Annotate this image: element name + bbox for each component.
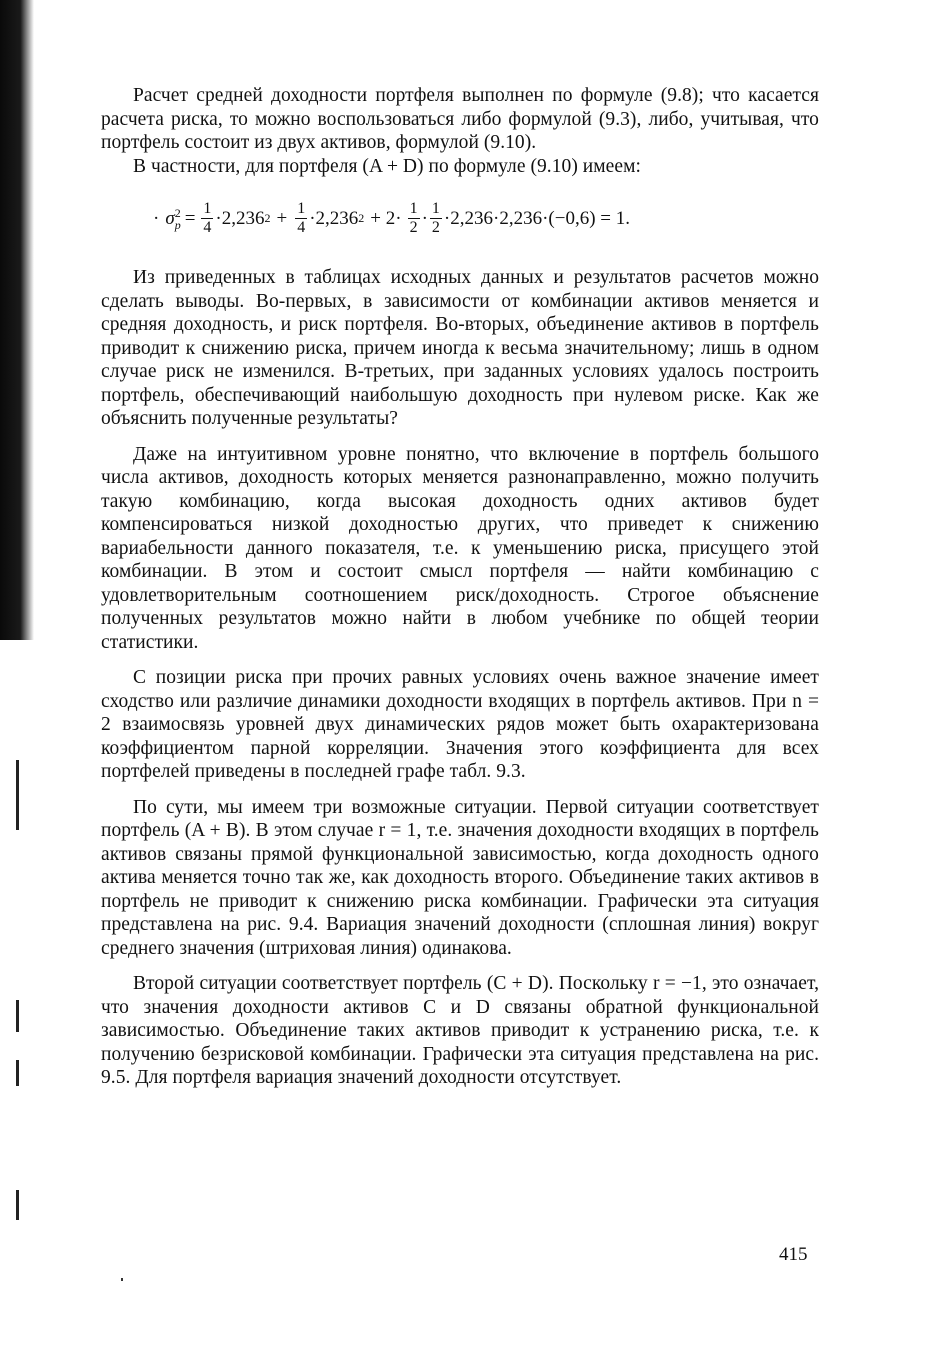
formula-lhs-sup: 2 [174,205,181,220]
paragraph-intuition [101,443,819,655]
formula-plus: + [276,207,288,229]
formula-term: ·2,236 [309,207,359,229]
paragraph-text: Даже на интуитивном уровне понятно, что включение в портфель большого числа активов, доходность которых меняется разнонаправленно, можно получить такую комбинацию, когда высокая доходность одних активов будет компенсироваться низкой доходностью других, что приведет к снижению вариабельности данного показателя, т.е. к уменьшению риска, присущего этой комбинации. В этом и состоит смысл портфеля — найти комбинацию с удовлетворительным соотношением риск/доходность. Строгое объяснение полученных результатов можно найти в любом учебнике по общей теории статистики. [101,443,819,653]
formula-term-result: ·2,236·2,236·(−0,6) = 1. [443,207,630,229]
formula-fraction-quarter: $\frac{1}{4}$ [297,200,306,236]
paragraph-second-situation [101,972,819,1090]
paragraph-correlation [101,666,819,784]
document-page [101,84,819,1090]
paragraph-text: По сути, мы имеем три возможные ситуации. Первой ситуации соответствует портфель (A + B). В этом случае r = 1, т.е. значения доходности входящих в портфель активов связаны прямой функциональной зависимостью, когда доходность одного актива меняется точно так же, как доходность второго. Объединение таких активов в портфель не приводит к снижению риска комбинации. Графически эта ситуация представлена на рис. 9.4. Вариация значений доходности (сплошная линия) вокруг среднего значения (штриховая линия) одинакова. [101,796,819,959]
formula-plus-two: + 2· [370,207,402,229]
paragraph-portfolio-ad [101,155,819,179]
paragraph-text: Второй ситуации соответствует портфель (C + D). Поскольку r = −1, это означает, что значения доходности активов C и D связаны обратной функциональной зависимостью. Объединение таких активов приводит к устранению риска, т.е. к получению безрисковой комбинации. Графически эта ситуация представлена на рис. 9.5. Для портфеля вариация значений доходности отсутствует. [101,973,819,1088]
formula-fraction-quarter: $\frac{1}{4}$ [203,200,212,236]
paragraph-first-situation [101,796,819,961]
paragraph-conclusions [101,266,819,431]
paragraph-text: С позиции риска при прочих равных условиях очень важное значение имеет сходство или различие динамики доходности входящих в портфель активов. При n = 2 взаимосвязь уровней двух динамических рядов может быть охарактеризована коэффициентом парной корреляции. Значения этого коэффициента для всех портфелей приведены в последней графе табл. 9.3. [101,667,819,782]
formula-sup: 2 [264,211,271,225]
formula-fraction-half: $\frac{1}{2}$ [409,200,418,236]
paragraph-text: В частности, для портфеля (A + D) по формуле (9.10) имеем: [133,155,641,177]
paragraph-portfolio-return-calc [101,84,819,155]
formula-term: ·2,236 [215,207,265,229]
formula-lhs-sub: p [174,217,181,232]
scan-speck [121,1278,123,1281]
formula-lhs: σ [165,207,175,229]
formula-sup: 2 [358,211,365,225]
paragraph-text: Из приведенных в таблицах исходных данных и результатов расчетов можно сделать выводы. Во-первых, в зависимости от комбинации активов меняется и средняя доходность, и риск портфеля. Во-вторых, объединение активов в портфель приводит к снижению риска, причем иногда к весьма значительному; лишь в одном случае риск не изменился. В-третьих, при заданных условиях удалось построить портфель, обеспечивающий наибольшую доходность при нулевом риске. Как же объяснить полученные результаты? [101,267,819,429]
scan-binding-edge-marks [16,640,19,1220]
scan-binding-edge [0,0,34,640]
formula-fraction-half: $\frac{1}{2}$ [431,200,440,236]
paragraph-text: Расчет средней доходности портфеля выполнен по формуле (9.8); что касается расчета риска, то можно воспользоваться либо формулой (9.3), либо, учитывая, что портфель состоит из двух активов, формулой (9.10). [101,85,819,153]
page-number: 415 [779,1244,808,1265]
risk-formula: · σ 2 p = $\frac{1}{4}$ ·2,236 2 + $\frac{1}{4}$ ·2,236 2 + 2· $\frac{1}{2}$ · $\frac{1}{2}$ ·2,236·2,236·(−0,6) = 1. [153,200,630,236]
